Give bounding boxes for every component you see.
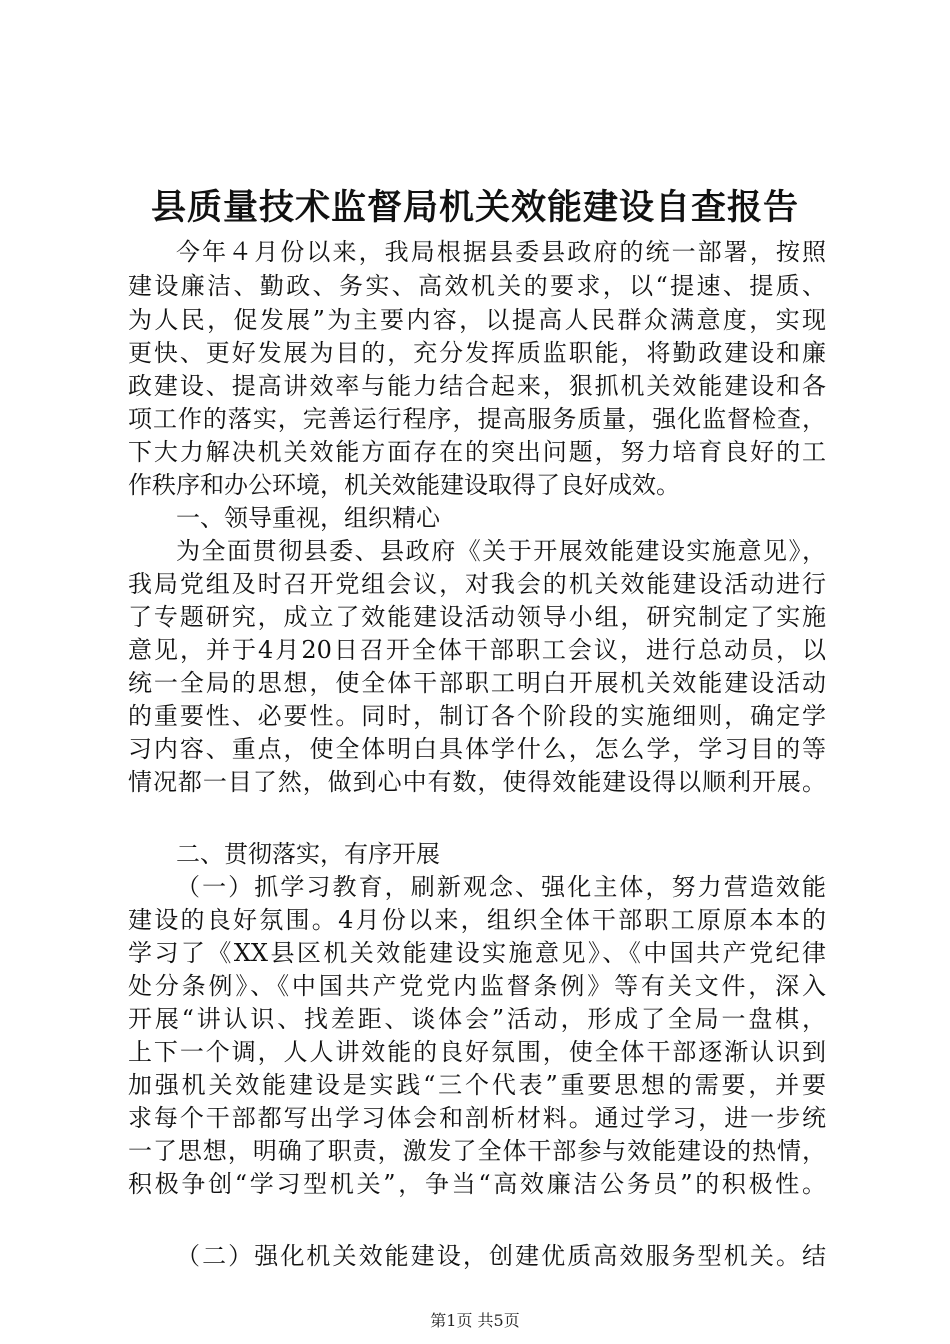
- section-heading: 二、贯彻落实，有序开展: [176, 840, 440, 868]
- paragraph-line: 作秩序和办公环境，机关效能建设取得了良好成效。: [128, 471, 680, 499]
- document-title: 县质量技术监督局机关效能建设自查报告: [150, 187, 799, 228]
- section-heading: 一、领导重视，组织精心: [176, 504, 440, 532]
- paragraph-line: 加强机关效能建设是实践“三个代表”重要思想的需要，并要: [128, 1071, 826, 1099]
- paragraph-line: 建设的良好氛围。4月份以来，组织全体干部职工原原本本的: [128, 906, 826, 934]
- page-number-footer: 第1页 共5页: [430, 1311, 520, 1330]
- paragraph-line: 建设廉洁、勤政、务实、高效机关的要求，以“提速、提质、: [128, 272, 826, 300]
- paragraph-line: （二）强化机关效能建设，创建优质高效服务型机关。结: [176, 1242, 826, 1270]
- paragraph-line: 习内容、重点，使全体明白具体学什么，怎么学，学习目的等: [128, 735, 826, 763]
- paragraph-line: 为人民，促发展”为主要内容，以提高人民群众满意度，实现: [128, 306, 826, 334]
- paragraph-line: 项工作的落实，完善运行程序，提高服务质量，强化监督检查，: [128, 405, 826, 433]
- paragraph-line: 积极争创“学习型机关”，争当“高效廉洁公务员”的积极性。: [128, 1170, 826, 1198]
- paragraph-line: 求每个干部都写出学习体会和剖析材料。通过学习，进一步统: [128, 1104, 826, 1132]
- paragraph-line: 一了思想，明确了职责，激发了全体干部参与效能建设的热情，: [128, 1137, 826, 1165]
- paragraph-line: 为全面贯彻县委、县政府《关于开展效能建设实施意见》，: [176, 537, 826, 565]
- paragraph-line: 今年４月份以来，我局根据县委县政府的统一部署，按照: [176, 238, 826, 266]
- paragraph-line: 的重要性、必要性。同时，制订各个阶段的实施细则，确定学: [128, 702, 826, 730]
- paragraph-line: （一）抓学习教育，刷新观念、强化主体，努力营造效能: [176, 873, 826, 901]
- paragraph-line: 我局党组及时召开党组会议，对我会的机关效能建设活动进行: [128, 570, 826, 598]
- paragraph-line: 处分条例》、《中国共产党党内监督条例》等有关文件，深入: [128, 972, 826, 1000]
- paragraph-line: 统一全局的思想，使全体干部职工明白开展机关效能建设活动: [128, 669, 826, 697]
- paragraph-line: 更快、更好发展为目的，充分发挥质监职能，将勤政建设和廉: [128, 339, 826, 367]
- paragraph-line: 了专题研究，成立了效能建设活动领导小组，研究制定了实施: [128, 603, 826, 631]
- paragraph-line: 政建设、提高讲效率与能力结合起来，狠抓机关效能建设和各: [128, 372, 826, 400]
- paragraph-line: 情况都一目了然，做到心中有数，使得效能建设得以顺利开展。: [128, 768, 826, 796]
- paragraph-line: 下大力解决机关效能方面存在的突出问题，努力培育良好的工: [128, 438, 826, 466]
- paragraph-line: 意见，并于4月20日召开全体干部职工会议，进行总动员，以: [128, 636, 826, 664]
- paragraph-line: 开展“讲认识、找差距、谈体会”活动，形成了全局一盘棋，: [128, 1005, 826, 1033]
- paragraph-line: 上下一个调，人人讲效能的良好氛围，使全体干部逐渐认识到: [128, 1038, 826, 1066]
- paragraph-line: 学习了《XX县区机关效能建设实施意见》、《中国共产党纪律: [128, 939, 826, 967]
